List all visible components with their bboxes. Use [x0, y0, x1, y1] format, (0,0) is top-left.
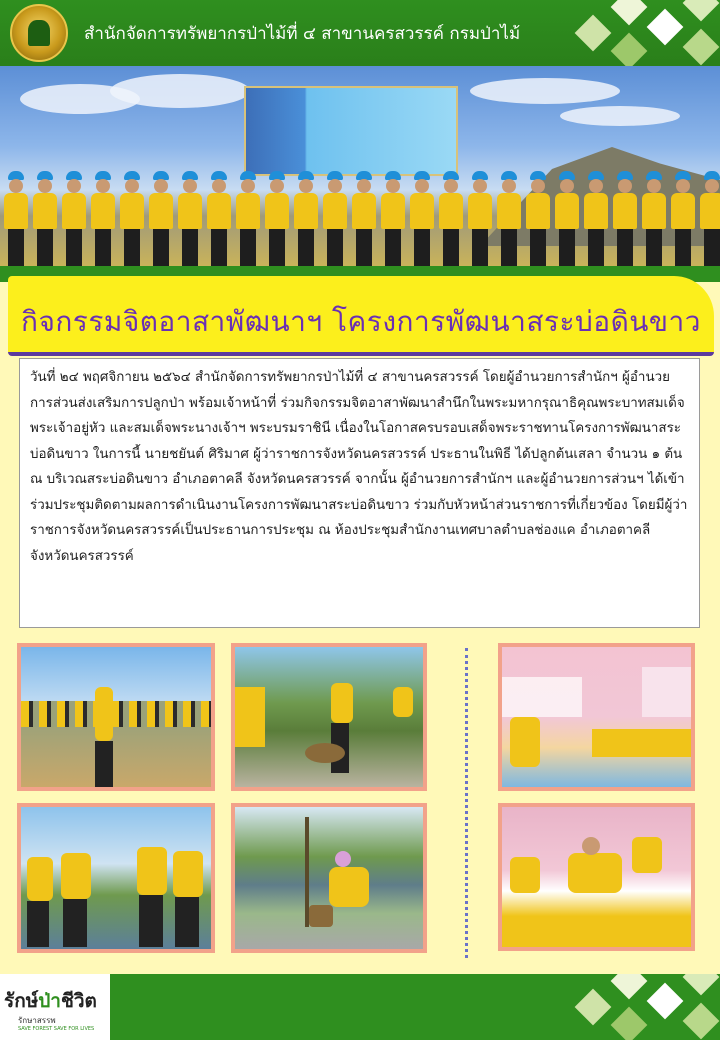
photo-sweeping — [231, 643, 427, 791]
department-emblem-icon — [10, 4, 68, 62]
person-figure — [640, 171, 666, 266]
photo-meeting-room-wide — [498, 643, 695, 791]
person-figure — [118, 171, 144, 266]
header-bar — [0, 0, 720, 66]
banner-title: กิจกรรมจิตอาสาพัฒนาฯ โครงการพัฒนาสระบ่อดินขาว — [20, 305, 701, 338]
person-figure — [147, 171, 173, 266]
header-title: สำนักจัดการทรัพยากรป่าไม้ที่ ๔ สาขานครสวรรค์ กรมป่าไม้ — [84, 24, 521, 44]
title-banner — [0, 266, 720, 356]
person-figure — [60, 171, 86, 266]
person-figure — [437, 171, 463, 266]
logo-sub-text: รักษาสรรพ — [18, 1016, 56, 1025]
person-figure — [321, 171, 347, 266]
person-figure — [31, 171, 57, 266]
news-body-text: วันที่ ๒๔ พฤศจิกายน ๒๕๖๔ สำนักจัดการทรัพยากรป่าไม้ที่ ๔ สาขานครสวรรค์ โดยผู้อำนวยการสำนักฯ ผู้อำนวยการส่วนส่งเสริมการปลูกป่า พร้อมเจ้าหน้าที่ ร่วมกิจกรรมจิตอาสาพัฒนาสำนึกในพระมหากรุณาธิคุณพระบาทสมเด็จพระเจ้าอยู่หัว และสมเด็จพระนางเจ้าฯ พระบรมราชินี เนื่องในโอกาสครบรอบเสด็จพระราชทานโครงการพัฒนาสระบ่อดินขาว ในการนี้ นายชยันต์ ศิริมาศ ผู้ว่าราชการจังหวัดนครสวรรค์ ประธานในพิธี ได้ปลูกต้นเสลา จำนวน ๑ ต้น ณ บริเวณสระบ่อดินขาว อำเภอตาคลี จังหวัดนครสวรรค์ จากนั้น ผู้อำนวยการสำนักฯ และผู้อำนวยการส่วนฯ ได้เข้าร่วมประชุมติดตามผลการดำเนินงานโครงการพัฒนาสระบ่อดินขาว ร่วมกับหัวหน้าส่วนราชการที่เกี่ยวข้อง โดยมีผู้ว่าราชการจังหวัดนครสวรรค์เป็นประธานการประชุม ณ ห้องประชุมสำนักงานเทศบาลตำบลช่องแค อำเภอตาคลี จังหวัดนครสวรรค์ — [30, 370, 688, 564]
footer-diamond-decoration — [560, 974, 720, 1040]
news-text-box — [19, 358, 700, 628]
person-figure — [379, 171, 405, 266]
photo-officials-standing — [17, 803, 215, 953]
person-figure — [669, 171, 695, 266]
person-figure — [611, 171, 637, 266]
save-forest-logo — [0, 974, 110, 1040]
logo-main-text: รักษ์ป่าชีวิต — [4, 990, 97, 1012]
person-figure — [176, 171, 202, 266]
person-figure — [582, 171, 608, 266]
person-figure — [263, 171, 289, 266]
person-figure — [2, 171, 28, 266]
crowd-row — [0, 171, 720, 266]
logo-tagline: SAVE FOREST SAVE FOR LIVES — [18, 1026, 95, 1032]
person-figure — [205, 171, 231, 266]
person-figure — [698, 171, 720, 266]
person-figure — [553, 171, 579, 266]
group-photo — [0, 66, 720, 266]
person-figure — [466, 171, 492, 266]
photo-tree-planting — [231, 803, 427, 953]
person-figure — [292, 171, 318, 266]
person-figure — [234, 171, 260, 266]
photo-lineup-field — [17, 643, 215, 791]
photo-meeting-table — [498, 803, 695, 951]
person-figure — [350, 171, 376, 266]
person-figure — [495, 171, 521, 266]
person-figure — [524, 171, 550, 266]
person-figure — [408, 171, 434, 266]
royal-portrait-billboard — [244, 86, 458, 176]
dotted-divider — [465, 648, 468, 958]
person-figure — [89, 171, 115, 266]
header-diamond-decoration — [560, 0, 720, 66]
footer-bar — [0, 974, 720, 1040]
